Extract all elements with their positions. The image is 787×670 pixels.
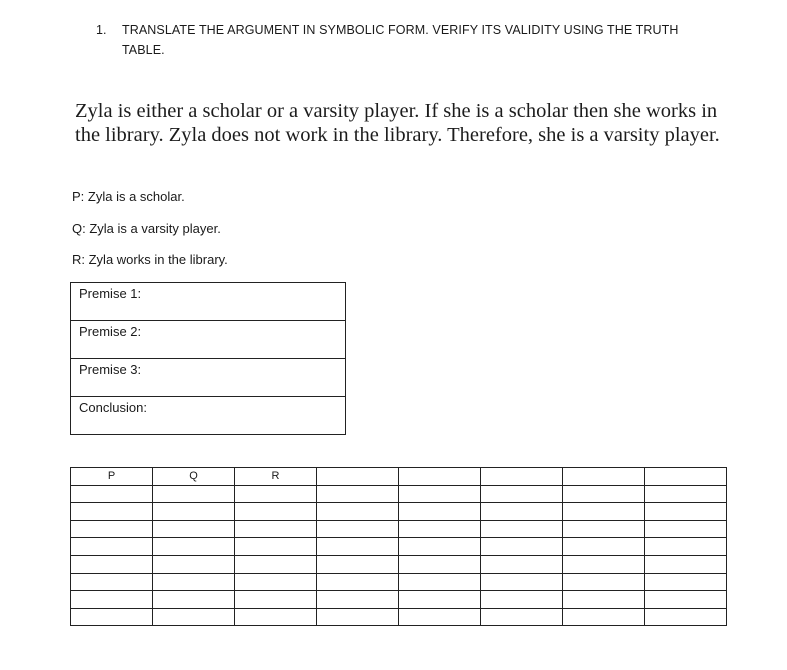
- table-cell[interactable]: [71, 555, 153, 573]
- table-cell[interactable]: [645, 520, 727, 538]
- table-cell[interactable]: [71, 573, 153, 591]
- table-cell[interactable]: [563, 591, 645, 609]
- definition-q: Q: Zyla is a varsity player.: [72, 221, 221, 236]
- table-row: [71, 538, 727, 556]
- definition-p: P: Zyla is a scholar.: [72, 189, 185, 204]
- table-cell[interactable]: [235, 608, 317, 626]
- table-cell[interactable]: [645, 573, 727, 591]
- table-cell[interactable]: [153, 573, 235, 591]
- header-cell-5[interactable]: [399, 468, 481, 486]
- table-cell[interactable]: [563, 538, 645, 556]
- table-cell[interactable]: [399, 503, 481, 521]
- table-cell[interactable]: [563, 573, 645, 591]
- table-cell[interactable]: [71, 485, 153, 503]
- table-cell[interactable]: [153, 555, 235, 573]
- table-cell[interactable]: [481, 591, 563, 609]
- header-cell-6[interactable]: [481, 468, 563, 486]
- header-cell-4[interactable]: [317, 468, 399, 486]
- table-cell[interactable]: [481, 538, 563, 556]
- table-cell[interactable]: [71, 608, 153, 626]
- table-row: [71, 485, 727, 503]
- table-cell[interactable]: [481, 573, 563, 591]
- table-cell[interactable]: [153, 608, 235, 626]
- table-cell[interactable]: [481, 503, 563, 521]
- table-cell[interactable]: [645, 555, 727, 573]
- table-cell[interactable]: [235, 520, 317, 538]
- table-cell[interactable]: [153, 538, 235, 556]
- table-row: [71, 520, 727, 538]
- table-cell[interactable]: [317, 538, 399, 556]
- table-cell[interactable]: [399, 608, 481, 626]
- table-cell[interactable]: [317, 503, 399, 521]
- header-cell-p: P: [71, 468, 153, 486]
- definition-r: R: Zyla works in the library.: [72, 252, 228, 267]
- table-row: [71, 555, 727, 573]
- table-row: [71, 503, 727, 521]
- table-cell[interactable]: [645, 485, 727, 503]
- table-cell[interactable]: [645, 608, 727, 626]
- table-cell[interactable]: [235, 503, 317, 521]
- table-cell[interactable]: [481, 520, 563, 538]
- table-cell[interactable]: [481, 555, 563, 573]
- header-cell-7[interactable]: [563, 468, 645, 486]
- header-cell-q: Q: [153, 468, 235, 486]
- question-number: 1.: [96, 23, 107, 37]
- table-cell[interactable]: [481, 608, 563, 626]
- table-cell[interactable]: [153, 485, 235, 503]
- table-row: [71, 608, 727, 626]
- table-cell[interactable]: [563, 608, 645, 626]
- table-cell[interactable]: [399, 485, 481, 503]
- table-cell[interactable]: [563, 520, 645, 538]
- table-cell[interactable]: [399, 520, 481, 538]
- table-cell[interactable]: [399, 573, 481, 591]
- table-cell[interactable]: [235, 485, 317, 503]
- table-cell[interactable]: [153, 520, 235, 538]
- table-cell[interactable]: [235, 573, 317, 591]
- table-cell[interactable]: [71, 520, 153, 538]
- table-cell[interactable]: [399, 538, 481, 556]
- premise-2-cell[interactable]: Premise 2:: [71, 321, 346, 359]
- table-cell[interactable]: [645, 591, 727, 609]
- table-cell[interactable]: [563, 485, 645, 503]
- table-cell[interactable]: [481, 485, 563, 503]
- table-cell[interactable]: [153, 503, 235, 521]
- question-heading: [96, 20, 716, 60]
- argument-text: Zyla is either a scholar or a varsity player. If she is a scholar then she works in the library. Zyla does not work in the library. Therefore, she is a varsity player.: [75, 100, 720, 146]
- conclusion-cell[interactable]: Conclusion:: [71, 397, 346, 435]
- table-cell[interactable]: [399, 555, 481, 573]
- table-cell[interactable]: [399, 591, 481, 609]
- premise-1-cell[interactable]: Premise 1:: [71, 283, 346, 321]
- table-cell[interactable]: [563, 555, 645, 573]
- table-cell[interactable]: [317, 520, 399, 538]
- truth-table-header-row: [71, 468, 727, 486]
- header-cell-8[interactable]: [645, 468, 727, 486]
- table-cell[interactable]: [235, 538, 317, 556]
- question-text: TRANSLATE THE ARGUMENT IN SYMBOLIC FORM. VERIFY ITS VALIDITY USING THE TRUTH TABLE.: [122, 23, 679, 57]
- premise-table: [70, 282, 346, 435]
- table-row: [71, 573, 727, 591]
- table-cell[interactable]: [317, 591, 399, 609]
- table-cell[interactable]: [317, 555, 399, 573]
- table-cell[interactable]: [317, 608, 399, 626]
- table-cell[interactable]: [235, 591, 317, 609]
- table-cell[interactable]: [235, 555, 317, 573]
- table-cell[interactable]: [645, 503, 727, 521]
- table-cell[interactable]: [71, 503, 153, 521]
- table-cell[interactable]: [645, 538, 727, 556]
- table-row: [71, 591, 727, 609]
- table-cell[interactable]: [71, 591, 153, 609]
- table-cell[interactable]: [563, 503, 645, 521]
- table-cell[interactable]: [153, 591, 235, 609]
- premise-3-cell[interactable]: Premise 3:: [71, 359, 346, 397]
- table-cell[interactable]: [317, 573, 399, 591]
- table-cell[interactable]: [71, 538, 153, 556]
- truth-table: [70, 467, 727, 626]
- header-cell-r: R: [235, 468, 317, 486]
- table-cell[interactable]: [317, 485, 399, 503]
